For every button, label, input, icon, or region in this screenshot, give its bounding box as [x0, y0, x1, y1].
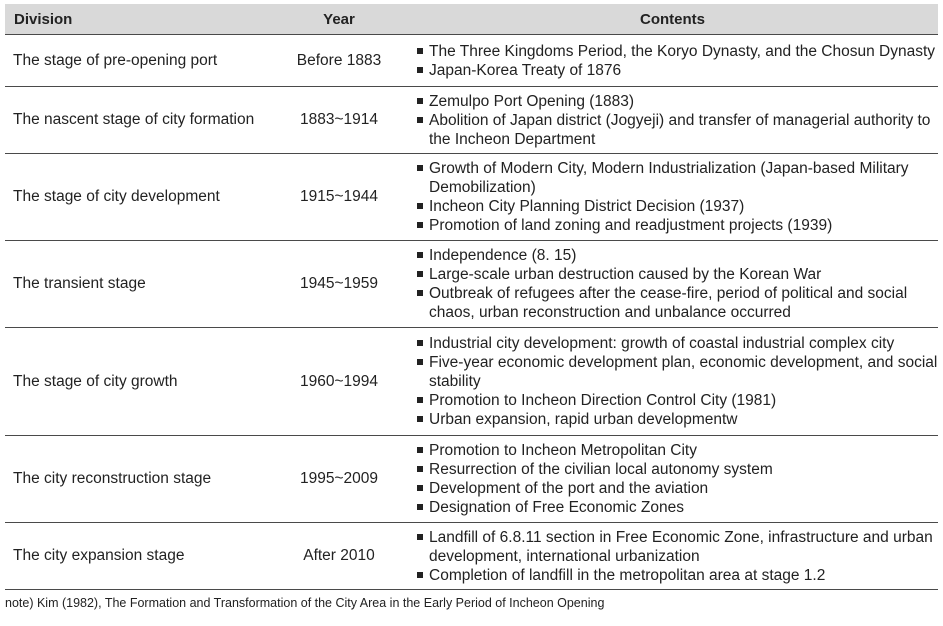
content-item: Development of the port and the aviation	[415, 479, 938, 498]
content-item: Five-year economic development plan, economic development, and social stability	[415, 353, 938, 391]
year-cell: 1960~1994	[271, 328, 407, 436]
content-item: Resurrection of the civilian local autonomy system	[415, 460, 938, 479]
content-item: Urban expansion, rapid urban developmentw	[415, 410, 938, 429]
content-item: Designation of Free Economic Zones	[415, 498, 938, 517]
table-row	[5, 523, 938, 590]
division-cell: The stage of city growth	[5, 328, 271, 436]
content-item: Outbreak of refugees after the cease-fire, period of political and social chaos, urban reconstruction and unbalance occurred	[415, 284, 938, 322]
content-item: Japan-Korea Treaty of 1876	[415, 61, 938, 80]
table-row	[5, 87, 938, 154]
contents-cell	[407, 523, 938, 590]
source-note: note) Kim (1982), The Formation and Transformation of the City Area in the Early Period of Incheon Opening	[5, 596, 605, 610]
year-cell: 1945~1959	[271, 241, 407, 328]
division-cell: The stage of city development	[5, 154, 271, 241]
table-row	[5, 241, 938, 328]
content-item: Independence (8. 15)	[415, 246, 938, 265]
content-item: Large-scale urban destruction caused by the Korean War	[415, 265, 938, 284]
division-cell: The transient stage	[5, 241, 271, 328]
contents-cell	[407, 154, 938, 241]
contents-cell	[407, 436, 938, 523]
content-item: Promotion to Incheon Metropolitan City	[415, 441, 938, 460]
header-year: Year	[271, 4, 407, 35]
history-table	[5, 4, 938, 590]
header-contents: Contents	[407, 4, 938, 35]
content-item: Growth of Modern City, Modern Industrialization (Japan-based Military Demobilization)	[415, 159, 938, 197]
content-item: Promotion of land zoning and readjustment projects (1939)	[415, 216, 938, 235]
content-item: Promotion to Incheon Direction Control City (1981)	[415, 391, 938, 410]
content-item: Zemulpo Port Opening (1883)	[415, 92, 938, 111]
table-row	[5, 328, 938, 436]
header-row	[5, 4, 938, 35]
content-item: Incheon City Planning District Decision (1937)	[415, 197, 938, 216]
content-item: Abolition of Japan district (Jogyeji) and transfer of managerial authority to the Incheon Department	[415, 111, 938, 149]
year-cell: 1883~1914	[271, 87, 407, 154]
contents-cell	[407, 241, 938, 328]
contents-cell	[407, 328, 938, 436]
division-cell: The stage of pre-opening port	[5, 35, 271, 87]
contents-cell	[407, 87, 938, 154]
year-cell: 1915~1944	[271, 154, 407, 241]
content-item: The Three Kingdoms Period, the Koryo Dynasty, and the Chosun Dynasty	[415, 42, 938, 61]
table-row	[5, 35, 938, 87]
year-cell: 1995~2009	[271, 436, 407, 523]
year-cell: Before 1883	[271, 35, 407, 87]
division-cell: The nascent stage of city formation	[5, 87, 271, 154]
division-cell: The city expansion stage	[5, 523, 271, 590]
contents-cell	[407, 35, 938, 87]
header-division: Division	[5, 4, 271, 35]
table-row	[5, 436, 938, 523]
content-item: Industrial city development: growth of coastal industrial complex city	[415, 334, 938, 353]
year-cell: After 2010	[271, 523, 407, 590]
content-item: Completion of landfill in the metropolitan area at stage 1.2	[415, 566, 938, 585]
table-row	[5, 154, 938, 241]
content-item: Landfill of 6.8.11 section in Free Economic Zone, infrastructure and urban development, international urbanization	[415, 528, 938, 566]
division-cell: The city reconstruction stage	[5, 436, 271, 523]
